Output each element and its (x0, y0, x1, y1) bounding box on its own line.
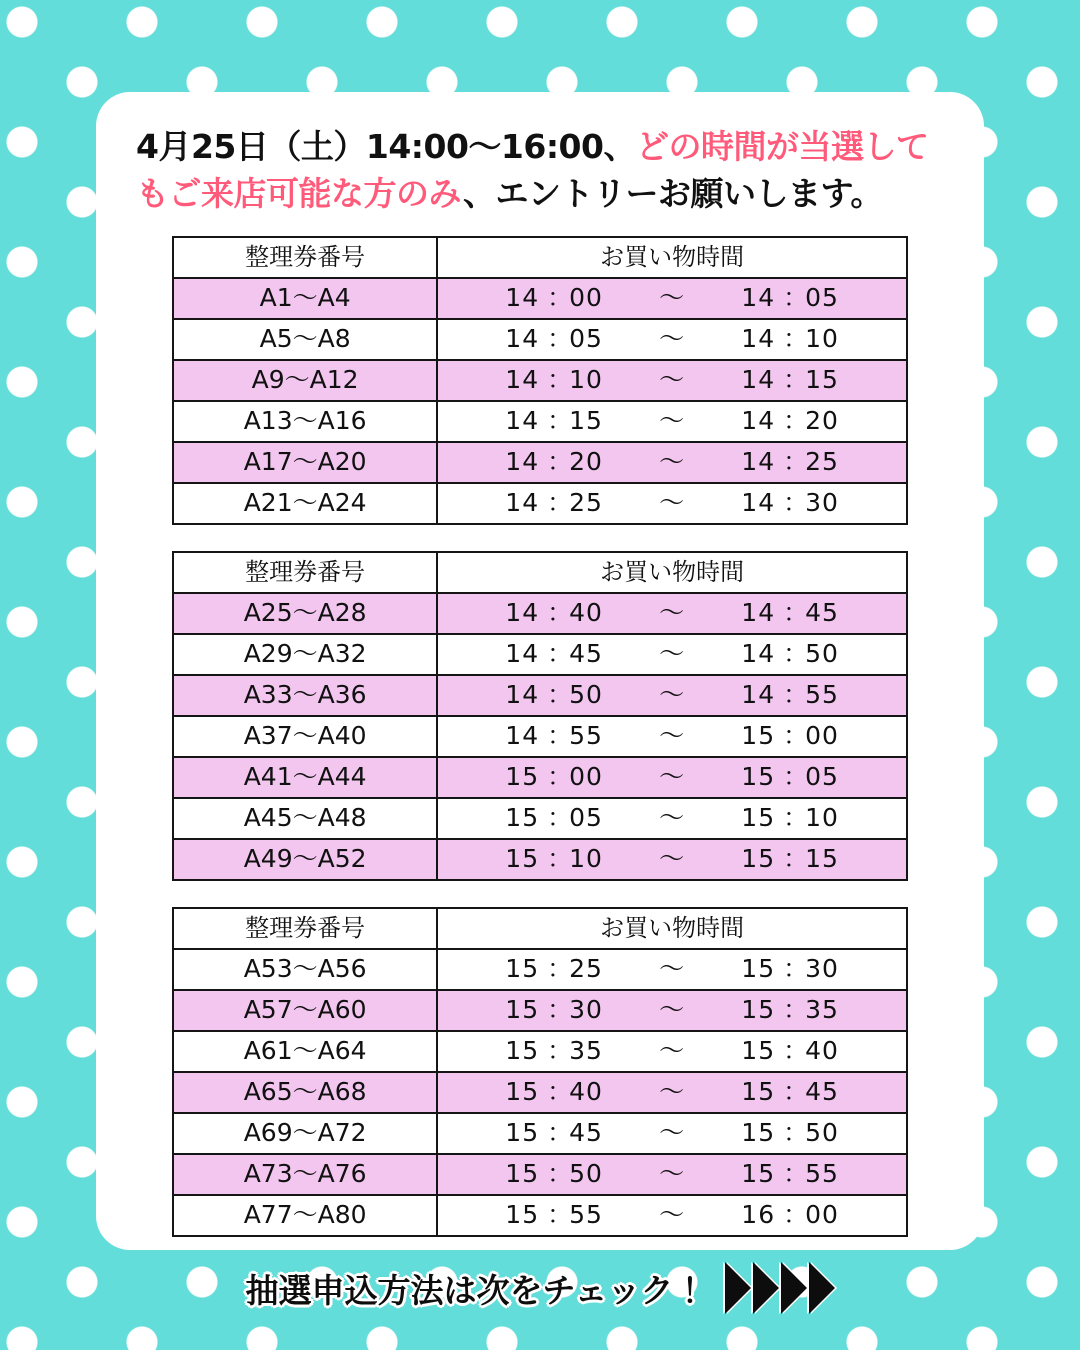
end-hour: 14 (741, 447, 776, 477)
time-range-separator: 〜 (659, 598, 686, 628)
table-row (173, 401, 907, 442)
cell-ticket-number: A77〜A80 (173, 1195, 437, 1236)
time-colon: ： (783, 1200, 810, 1230)
time-start (479, 490, 629, 516)
time-colon: ： (783, 365, 810, 395)
table-row (173, 319, 907, 360)
time-end (715, 600, 865, 626)
end-hour: 14 (741, 598, 776, 628)
end-minute: 10 (805, 324, 839, 354)
time-colon: ： (783, 1118, 810, 1148)
time-range-separator: 〜 (659, 1118, 686, 1148)
time-range-separator: 〜 (659, 721, 686, 751)
start-hour: 15 (505, 844, 540, 874)
cell-ticket-number: A65〜A68 (173, 1072, 437, 1113)
time-colon: ： (547, 803, 574, 833)
time-start (479, 641, 629, 667)
end-minute: 15 (805, 844, 839, 874)
end-hour: 15 (741, 1118, 776, 1148)
chevron-right-icon (781, 1262, 807, 1314)
cell-ticket-number: A25〜A28 (173, 593, 437, 634)
end-hour: 15 (741, 721, 776, 751)
time-end (715, 956, 865, 982)
start-hour: 14 (505, 488, 540, 518)
table-row (173, 949, 907, 990)
time-colon: ： (783, 995, 810, 1025)
table-row (173, 360, 907, 401)
end-hour: 16 (741, 1200, 776, 1230)
time-colon: ： (783, 844, 810, 874)
time-end (715, 1202, 865, 1228)
end-minute: 30 (805, 954, 839, 984)
header-ticket-number: 整理券番号 (173, 237, 437, 278)
start-minute: 10 (569, 365, 603, 395)
header-shopping-time: お買い物時間 (437, 552, 907, 593)
table-row (173, 798, 907, 839)
end-hour: 14 (741, 406, 776, 436)
time-start (479, 846, 629, 872)
cell-ticket-number: A29〜A32 (173, 634, 437, 675)
time-range-separator: 〜 (659, 762, 686, 792)
time-colon: ： (783, 598, 810, 628)
time-colon: ： (783, 1159, 810, 1189)
chevron-right-icon (809, 1262, 835, 1314)
time-range-separator: 〜 (659, 1200, 686, 1230)
schedule-table-3 (172, 907, 908, 1237)
cell-shopping-time (437, 1195, 907, 1236)
schedule-table-2 (172, 551, 908, 881)
end-hour: 14 (741, 488, 776, 518)
table-header-row (173, 908, 907, 949)
end-hour: 15 (741, 1159, 776, 1189)
end-minute: 25 (805, 447, 839, 477)
time-colon: ： (547, 995, 574, 1025)
cell-ticket-number: A57〜A60 (173, 990, 437, 1031)
cell-shopping-time (437, 483, 907, 524)
start-hour: 14 (505, 598, 540, 628)
end-hour: 14 (741, 365, 776, 395)
start-minute: 50 (569, 1159, 603, 1189)
time-colon: ： (783, 1077, 810, 1107)
schedule-tables (124, 236, 956, 1237)
cell-ticket-number: A53〜A56 (173, 949, 437, 990)
time-start (479, 764, 629, 790)
time-start (479, 1079, 629, 1105)
start-minute: 15 (569, 406, 603, 436)
time-colon: ： (783, 406, 810, 436)
table-row (173, 1195, 907, 1236)
headline (124, 124, 956, 218)
end-minute: 50 (805, 1118, 839, 1148)
cell-shopping-time (437, 798, 907, 839)
time-start (479, 997, 629, 1023)
chevron-right-icon (725, 1262, 751, 1314)
time-start (479, 1120, 629, 1146)
cell-ticket-number: A41〜A44 (173, 757, 437, 798)
end-minute: 10 (805, 803, 839, 833)
time-end (715, 1120, 865, 1146)
time-colon: ： (547, 762, 574, 792)
time-start (479, 682, 629, 708)
cell-shopping-time (437, 716, 907, 757)
time-range-separator: 〜 (659, 365, 686, 395)
cell-shopping-time (437, 1031, 907, 1072)
end-hour: 15 (741, 844, 776, 874)
time-colon: ： (547, 1200, 574, 1230)
end-minute: 45 (805, 598, 839, 628)
start-minute: 00 (569, 283, 603, 313)
cell-ticket-number: A21〜A24 (173, 483, 437, 524)
table-header-row (173, 552, 907, 593)
cell-ticket-number: A33〜A36 (173, 675, 437, 716)
time-end (715, 682, 865, 708)
end-hour: 14 (741, 324, 776, 354)
table-3-body (173, 949, 907, 1236)
time-colon: ： (547, 721, 574, 751)
time-colon: ： (547, 447, 574, 477)
end-hour: 15 (741, 954, 776, 984)
time-start (479, 285, 629, 311)
cell-ticket-number: A49〜A52 (173, 839, 437, 880)
time-start (479, 326, 629, 352)
start-hour: 15 (505, 995, 540, 1025)
time-end (715, 723, 865, 749)
time-end (715, 1161, 865, 1187)
time-colon: ： (783, 639, 810, 669)
time-range-separator: 〜 (659, 844, 686, 874)
cell-ticket-number: A9〜A12 (173, 360, 437, 401)
time-colon: ： (547, 406, 574, 436)
table-row (173, 990, 907, 1031)
start-hour: 14 (505, 365, 540, 395)
cell-shopping-time (437, 1072, 907, 1113)
cell-ticket-number: A69〜A72 (173, 1113, 437, 1154)
time-colon: ： (783, 680, 810, 710)
chevron-right-icon (753, 1262, 779, 1314)
start-minute: 30 (569, 995, 603, 1025)
table-row (173, 634, 907, 675)
end-hour: 14 (741, 283, 776, 313)
start-hour: 15 (505, 1077, 540, 1107)
end-minute: 00 (805, 721, 839, 751)
end-minute: 15 (805, 365, 839, 395)
table-row (173, 278, 907, 319)
start-hour: 14 (505, 283, 540, 313)
end-hour: 15 (741, 762, 776, 792)
time-end (715, 846, 865, 872)
table-row (173, 442, 907, 483)
cell-ticket-number: A73〜A76 (173, 1154, 437, 1195)
start-hour: 14 (505, 721, 540, 751)
content-card (96, 92, 984, 1250)
time-start (479, 805, 629, 831)
time-range-separator: 〜 (659, 488, 686, 518)
end-minute: 05 (805, 283, 839, 313)
start-minute: 25 (569, 488, 603, 518)
time-range-separator: 〜 (659, 954, 686, 984)
start-hour: 15 (505, 762, 540, 792)
time-colon: ： (547, 1118, 574, 1148)
time-start (479, 956, 629, 982)
cell-ticket-number: A1〜A4 (173, 278, 437, 319)
time-end (715, 997, 865, 1023)
schedule-table-1 (172, 236, 908, 525)
cell-shopping-time (437, 1154, 907, 1195)
time-start (479, 1038, 629, 1064)
start-minute: 45 (569, 639, 603, 669)
end-minute: 00 (805, 1200, 839, 1230)
end-minute: 55 (805, 1159, 839, 1189)
start-minute: 05 (569, 324, 603, 354)
end-hour: 15 (741, 803, 776, 833)
cell-ticket-number: A5〜A8 (173, 319, 437, 360)
table-row (173, 675, 907, 716)
time-colon: ： (783, 954, 810, 984)
start-minute: 55 (569, 721, 603, 751)
table-row (173, 593, 907, 634)
time-colon: ： (783, 447, 810, 477)
table-row (173, 757, 907, 798)
time-colon: ： (547, 488, 574, 518)
time-colon: ： (547, 954, 574, 984)
start-minute: 05 (569, 803, 603, 833)
cell-shopping-time (437, 675, 907, 716)
footer-banner (0, 1262, 1080, 1314)
end-hour: 14 (741, 680, 776, 710)
headline-part-3: 、エントリーお願いします。 (462, 173, 883, 213)
table-header-row (173, 237, 907, 278)
end-minute: 50 (805, 639, 839, 669)
time-colon: ： (783, 721, 810, 751)
header-shopping-time: お買い物時間 (437, 237, 907, 278)
time-start (479, 408, 629, 434)
start-hour: 14 (505, 324, 540, 354)
table-row (173, 716, 907, 757)
table-row (173, 1031, 907, 1072)
table-row (173, 839, 907, 880)
cell-shopping-time (437, 593, 907, 634)
start-hour: 15 (505, 1036, 540, 1066)
time-range-separator: 〜 (659, 680, 686, 710)
start-minute: 40 (569, 598, 603, 628)
time-start (479, 723, 629, 749)
start-hour: 14 (505, 447, 540, 477)
time-range-separator: 〜 (659, 1077, 686, 1107)
cell-shopping-time (437, 990, 907, 1031)
start-minute: 40 (569, 1077, 603, 1107)
end-minute: 55 (805, 680, 839, 710)
end-hour: 15 (741, 1077, 776, 1107)
start-minute: 45 (569, 1118, 603, 1148)
time-colon: ： (547, 365, 574, 395)
end-minute: 45 (805, 1077, 839, 1107)
start-hour: 15 (505, 1200, 540, 1230)
time-colon: ： (783, 488, 810, 518)
time-colon: ： (783, 1036, 810, 1066)
cell-shopping-time (437, 839, 907, 880)
time-colon: ： (547, 680, 574, 710)
header-shopping-time: お買い物時間 (437, 908, 907, 949)
footer-text: 抽選申込方法は次をチェック！ (245, 1270, 707, 1310)
time-range-separator: 〜 (659, 995, 686, 1025)
start-hour: 15 (505, 1159, 540, 1189)
end-minute: 40 (805, 1036, 839, 1066)
time-start (479, 1161, 629, 1187)
start-minute: 35 (569, 1036, 603, 1066)
cell-ticket-number: A37〜A40 (173, 716, 437, 757)
header-ticket-number: 整理券番号 (173, 908, 437, 949)
start-hour: 15 (505, 803, 540, 833)
time-start (479, 1202, 629, 1228)
time-range-separator: 〜 (659, 803, 686, 833)
header-ticket-number: 整理券番号 (173, 552, 437, 593)
start-minute: 10 (569, 844, 603, 874)
end-minute: 20 (805, 406, 839, 436)
start-minute: 00 (569, 762, 603, 792)
cell-shopping-time (437, 319, 907, 360)
time-start (479, 449, 629, 475)
cell-shopping-time (437, 949, 907, 990)
time-range-separator: 〜 (659, 1036, 686, 1066)
cell-ticket-number: A13〜A16 (173, 401, 437, 442)
start-hour: 14 (505, 680, 540, 710)
cell-shopping-time (437, 1113, 907, 1154)
time-end (715, 326, 865, 352)
start-minute: 50 (569, 680, 603, 710)
time-range-separator: 〜 (659, 324, 686, 354)
start-hour: 15 (505, 1118, 540, 1148)
end-hour: 14 (741, 639, 776, 669)
headline-highlight: どの時間が当選してもご来店可能な方のみ (136, 127, 929, 213)
time-colon: ： (783, 283, 810, 313)
end-hour: 15 (741, 995, 776, 1025)
time-end (715, 1038, 865, 1064)
time-end (715, 1079, 865, 1105)
cell-shopping-time (437, 360, 907, 401)
time-colon: ： (547, 639, 574, 669)
time-colon: ： (783, 762, 810, 792)
end-minute: 35 (805, 995, 839, 1025)
table-row (173, 1154, 907, 1195)
time-start (479, 367, 629, 393)
time-colon: ： (547, 324, 574, 354)
cell-shopping-time (437, 442, 907, 483)
cell-ticket-number: A17〜A20 (173, 442, 437, 483)
cell-shopping-time (437, 757, 907, 798)
time-end (715, 285, 865, 311)
headline-part-1: 4月25日（土）14:00〜16:00、 (136, 127, 636, 166)
cell-shopping-time (437, 278, 907, 319)
time-colon: ： (547, 1077, 574, 1107)
time-colon: ： (547, 1159, 574, 1189)
table-2-body (173, 593, 907, 880)
time-colon: ： (547, 1036, 574, 1066)
time-range-separator: 〜 (659, 447, 686, 477)
end-minute: 05 (805, 762, 839, 792)
time-colon: ： (783, 324, 810, 354)
time-end (715, 764, 865, 790)
time-end (715, 805, 865, 831)
start-hour: 14 (505, 406, 540, 436)
cell-shopping-time (437, 401, 907, 442)
cell-ticket-number: A45〜A48 (173, 798, 437, 839)
table-row (173, 1113, 907, 1154)
start-minute: 25 (569, 954, 603, 984)
end-minute: 30 (805, 488, 839, 518)
table-row (173, 1072, 907, 1113)
end-hour: 15 (741, 1036, 776, 1066)
table-row (173, 483, 907, 524)
time-start (479, 600, 629, 626)
next-page-chevrons (725, 1262, 835, 1314)
time-end (715, 490, 865, 516)
start-hour: 15 (505, 954, 540, 984)
cell-ticket-number: A61〜A64 (173, 1031, 437, 1072)
start-minute: 55 (569, 1200, 603, 1230)
start-minute: 20 (569, 447, 603, 477)
time-colon: ： (547, 598, 574, 628)
start-hour: 14 (505, 639, 540, 669)
table-1-body (173, 278, 907, 524)
time-range-separator: 〜 (659, 1159, 686, 1189)
time-end (715, 367, 865, 393)
time-range-separator: 〜 (659, 283, 686, 313)
time-range-separator: 〜 (659, 406, 686, 436)
time-colon: ： (783, 803, 810, 833)
time-colon: ： (547, 844, 574, 874)
time-end (715, 408, 865, 434)
time-range-separator: 〜 (659, 639, 686, 669)
time-end (715, 641, 865, 667)
time-colon: ： (547, 283, 574, 313)
cell-shopping-time (437, 634, 907, 675)
time-end (715, 449, 865, 475)
